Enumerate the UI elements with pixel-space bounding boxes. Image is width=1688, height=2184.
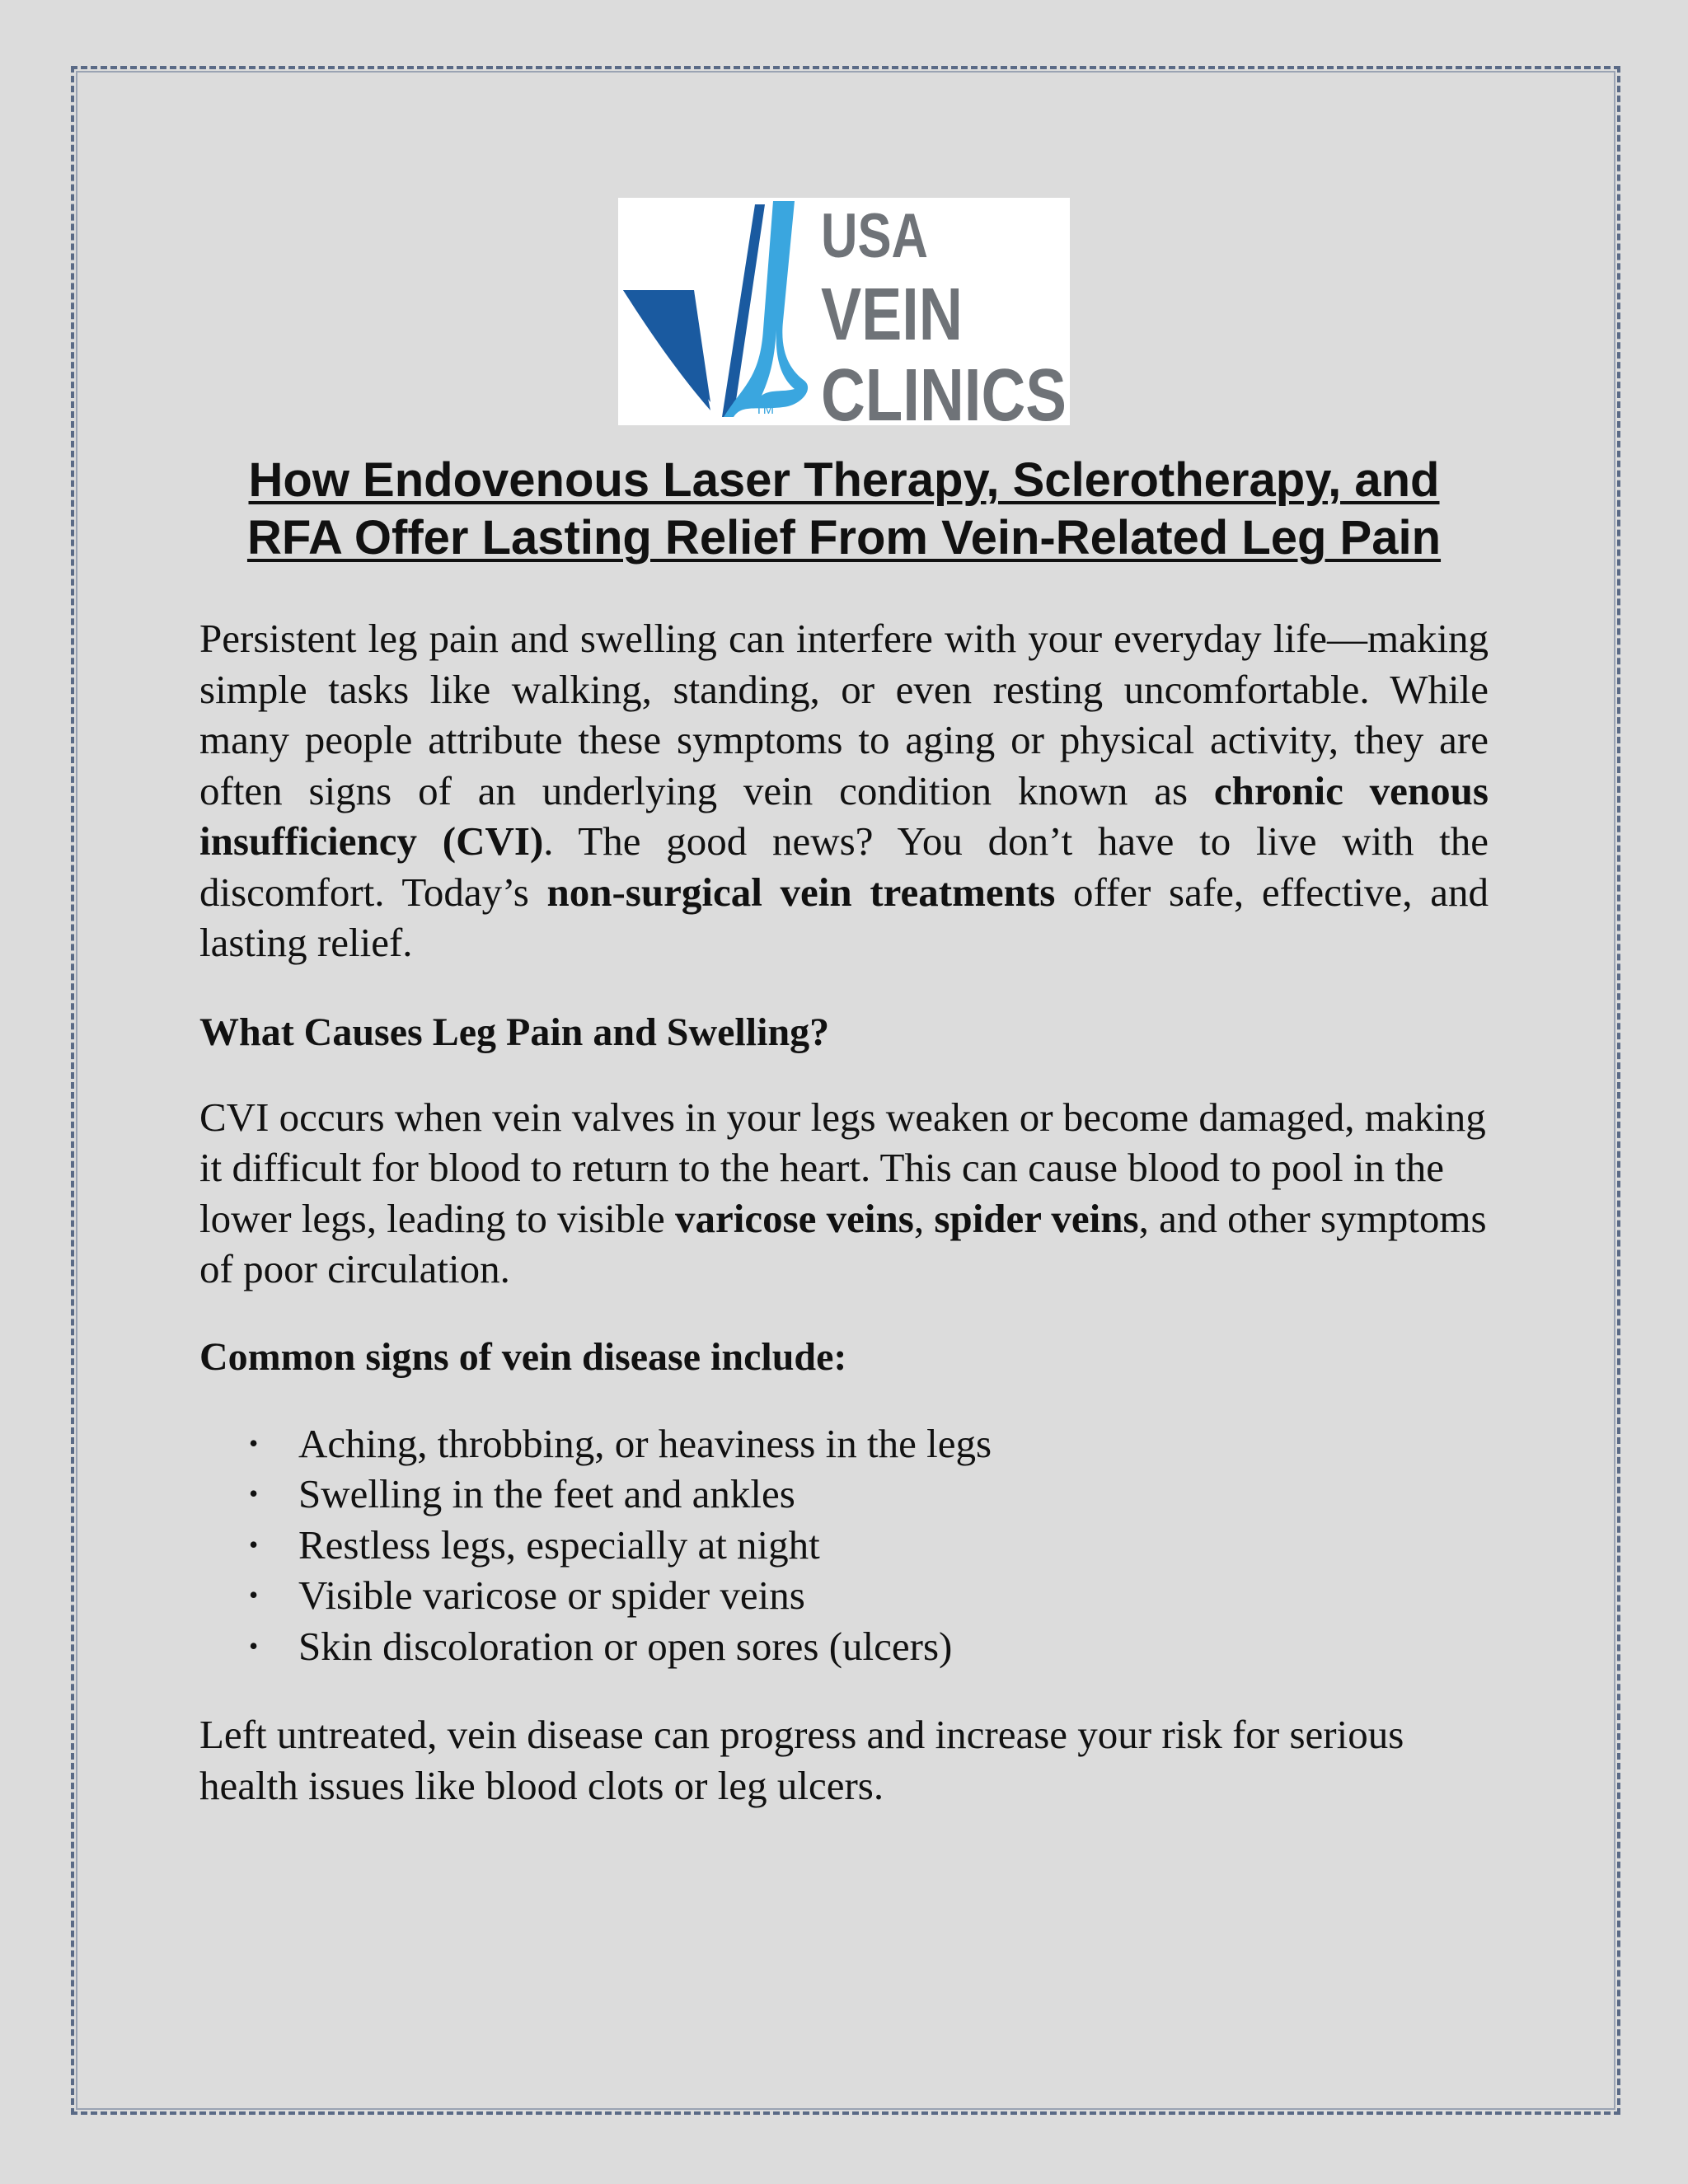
list-item-text: Swelling in the feet and ankles	[298, 1471, 795, 1516]
intro-bold-cvi: chronic venous insufficiency (CVI)	[199, 767, 1489, 864]
list-item	[199, 1418, 1489, 1469]
list-item-text: Visible varicose or spider veins	[298, 1572, 805, 1618]
logo-line-usa: USA	[821, 201, 928, 271]
causes-separator: ,	[913, 1195, 935, 1241]
causes-paragraph	[199, 1092, 1489, 1295]
causes-bold-spider: spider veins	[934, 1195, 1139, 1241]
usa-vein-clinics-logo	[618, 198, 1070, 437]
list-item-text: Skin discoloration or open sores (ulcers)	[298, 1623, 953, 1669]
title-line-1: How Endovenous Laser Therapy, Sclerotherapy, and	[248, 453, 1440, 507]
closing-paragraph: Left untreated, vein disease can progress and increase your risk for serious health issues like blood clots or leg ulcers.	[199, 1712, 1404, 1808]
list-item-text: Restless legs, especially at night	[298, 1521, 820, 1568]
causes-bold-varicose: varicose veins	[675, 1195, 914, 1241]
causes-text-2: , and other symptoms of poor circulation.	[199, 1195, 1487, 1291]
signs-heading: Common signs of vein disease include:	[199, 1334, 847, 1379]
list-item	[199, 1570, 1489, 1621]
intro-bold-treatments: non-surgical vein treatments	[546, 869, 1056, 915]
article-body	[199, 613, 1489, 1811]
intro-text-1: Persistent leg pain and swelling can interfere with your everyday life—making simple tasks like walking, standing, or even resting uncomfortable. While many people attribute these symptoms to aging or physical activity, they are often signs of an underlying vein condition known as	[199, 616, 1489, 813]
intro-paragraph	[199, 613, 1489, 968]
trademark-text: TM	[755, 403, 775, 417]
intro-text-3: offer safe, effective, and lasting relief.	[199, 869, 1489, 965]
logo-line-vein: VEIN	[821, 274, 963, 356]
title-line-2: RFA Offer Lasting Relief From Vein-Related Leg Pain	[246, 511, 1442, 565]
list-item-text: Aching, throbbing, or heaviness in the legs	[298, 1420, 992, 1466]
bullet-icon: •	[249, 1580, 259, 1610]
logo-line-clinics: CLINICS	[821, 354, 1067, 437]
signs-list	[199, 1418, 1489, 1672]
list-item	[199, 1621, 1489, 1672]
page-title	[132, 452, 1556, 567]
causes-text-1: CVI occurs when vein valves in your legs weaken or become damaged, making it difficult for blood to return to the heart. This can cause blood to pool in the lower legs, leading to visible	[199, 1094, 1486, 1241]
bullet-icon: •	[249, 1427, 259, 1458]
list-item	[199, 1520, 1489, 1571]
intro-text-2: . The good news? You don’t have to live with the discomfort. Today’s	[199, 818, 1489, 915]
bullet-icon: •	[249, 1479, 259, 1508]
bullet-icon: •	[249, 1630, 259, 1661]
bullet-icon: •	[249, 1529, 259, 1559]
list-item	[199, 1469, 1489, 1520]
causes-heading: What Causes Leg Pain and Swelling?	[199, 1010, 830, 1054]
